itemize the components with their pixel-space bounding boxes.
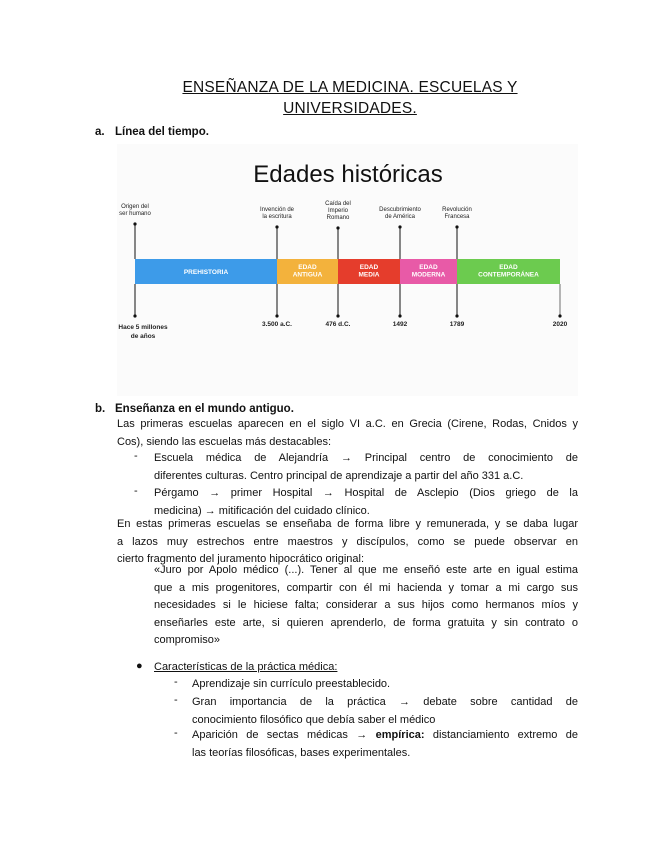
date-label: 1492 (392, 321, 408, 328)
paragraph-teaching: En estas primeras escuelas se enseñaba de forma libre y remunerada, y se daba lugar a lazos muy estrechos entre maestros y discípulos, como se puede observar en cierto fragmento del juramento hipocrático original: (117, 518, 578, 565)
list-item-sects: Aparición de sectas médicas → empírica: distanciamiento extremo de las teorías filosóficas, bases experimentales. (192, 729, 578, 759)
date-dot (398, 314, 401, 317)
list-item-pergamo: Pérgamo → primer Hospital → Hospital de Asclepio (Dios griego de la medicina) → mitificación del cuidado clínico. (154, 487, 578, 517)
intro-paragraph: Las primeras escuelas aparecen en el siglo VI a.C. en Grecia (Cirene, Rodas, Cnidos y Cos), siendo las escuelas más destacables: (117, 418, 578, 448)
event-label: Invención de la escritura (259, 207, 295, 220)
bullet-icon: ● (136, 660, 143, 672)
list-item-alejandria: Escuela médica de Alejandría → Principal centro de conocimiento de diferentes culturas. Centro principal de aprendizaje a partir del año 331 a.C. (154, 452, 578, 482)
date-label: Hace 5 millones de años (118, 324, 168, 340)
section-b-heading: b. Enseñanza en el mundo antiguo. (95, 403, 294, 415)
event-dot (336, 226, 339, 229)
age-label: EDAD MODERNA (411, 264, 446, 279)
date-label: 1789 (449, 321, 465, 328)
dash-marker: - (134, 485, 138, 497)
dash-marker: - (134, 450, 138, 462)
timeline-svg (117, 144, 578, 396)
age-label: EDAD CONTEMPORÁNEA (478, 264, 539, 279)
hippocratic-quote: «Juro por Apolo médico (...). Tener al que me enseñó este arte en igual estima que a mis progenitores, compartir con él mi hacienda y tomar a mi cargo sus necesidades si le hiciese falta; considerar a sus hijos como hermanos míos y enseñarles este arte, si quieren aprenderlo, de forma gratuita y sin contrato o compromiso» (154, 564, 578, 646)
event-dot (133, 222, 136, 225)
event-label: Origen del ser humano (119, 204, 151, 217)
date-dot (133, 314, 136, 317)
bullet-heading: Características de la práctica médica: (154, 661, 338, 673)
sects-line-1: Aparición de sectas médicas → empírica: distanciamiento extremo de (192, 729, 578, 741)
date-label: 3.500 a.C. (262, 321, 292, 328)
event-dot (455, 225, 458, 228)
dash-marker: - (174, 676, 178, 688)
event-label: Descubrimiento de América (379, 207, 421, 220)
date-dot (275, 314, 278, 317)
list-item-practice: Gran importancia de la práctica → debate sobre cantidad de conocimiento filosófico que debía saber el médico (192, 696, 578, 726)
age-label: EDAD MEDIA (358, 264, 380, 279)
timeline-heading: Edades históricas (253, 161, 443, 188)
event-dot (275, 225, 278, 228)
dash-marker: - (174, 694, 178, 706)
date-dot (455, 314, 458, 317)
date-dot (336, 314, 339, 317)
timeline-figure (117, 144, 578, 396)
age-label: EDAD ANTIGUA (292, 264, 323, 279)
date-label: 2020 (552, 321, 568, 328)
event-label: Revolución Francesa (442, 207, 472, 220)
date-label: 476 d.C. (325, 321, 351, 328)
date-dot (558, 314, 561, 317)
dash-marker: - (174, 727, 178, 739)
page-title: ENSEÑANZA DE LA MEDICINA. ESCUELAS Y UNIVERSIDADES. (182, 79, 518, 117)
section-a-heading: a. Línea del tiempo. (95, 126, 209, 138)
event-dot (398, 225, 401, 228)
list-item-curriculum: Aprendizaje sin currículo preestablecido. (192, 678, 391, 690)
age-label: PREHISTORIA (183, 269, 229, 276)
event-label: Caída del Imperio Romano (325, 201, 351, 221)
